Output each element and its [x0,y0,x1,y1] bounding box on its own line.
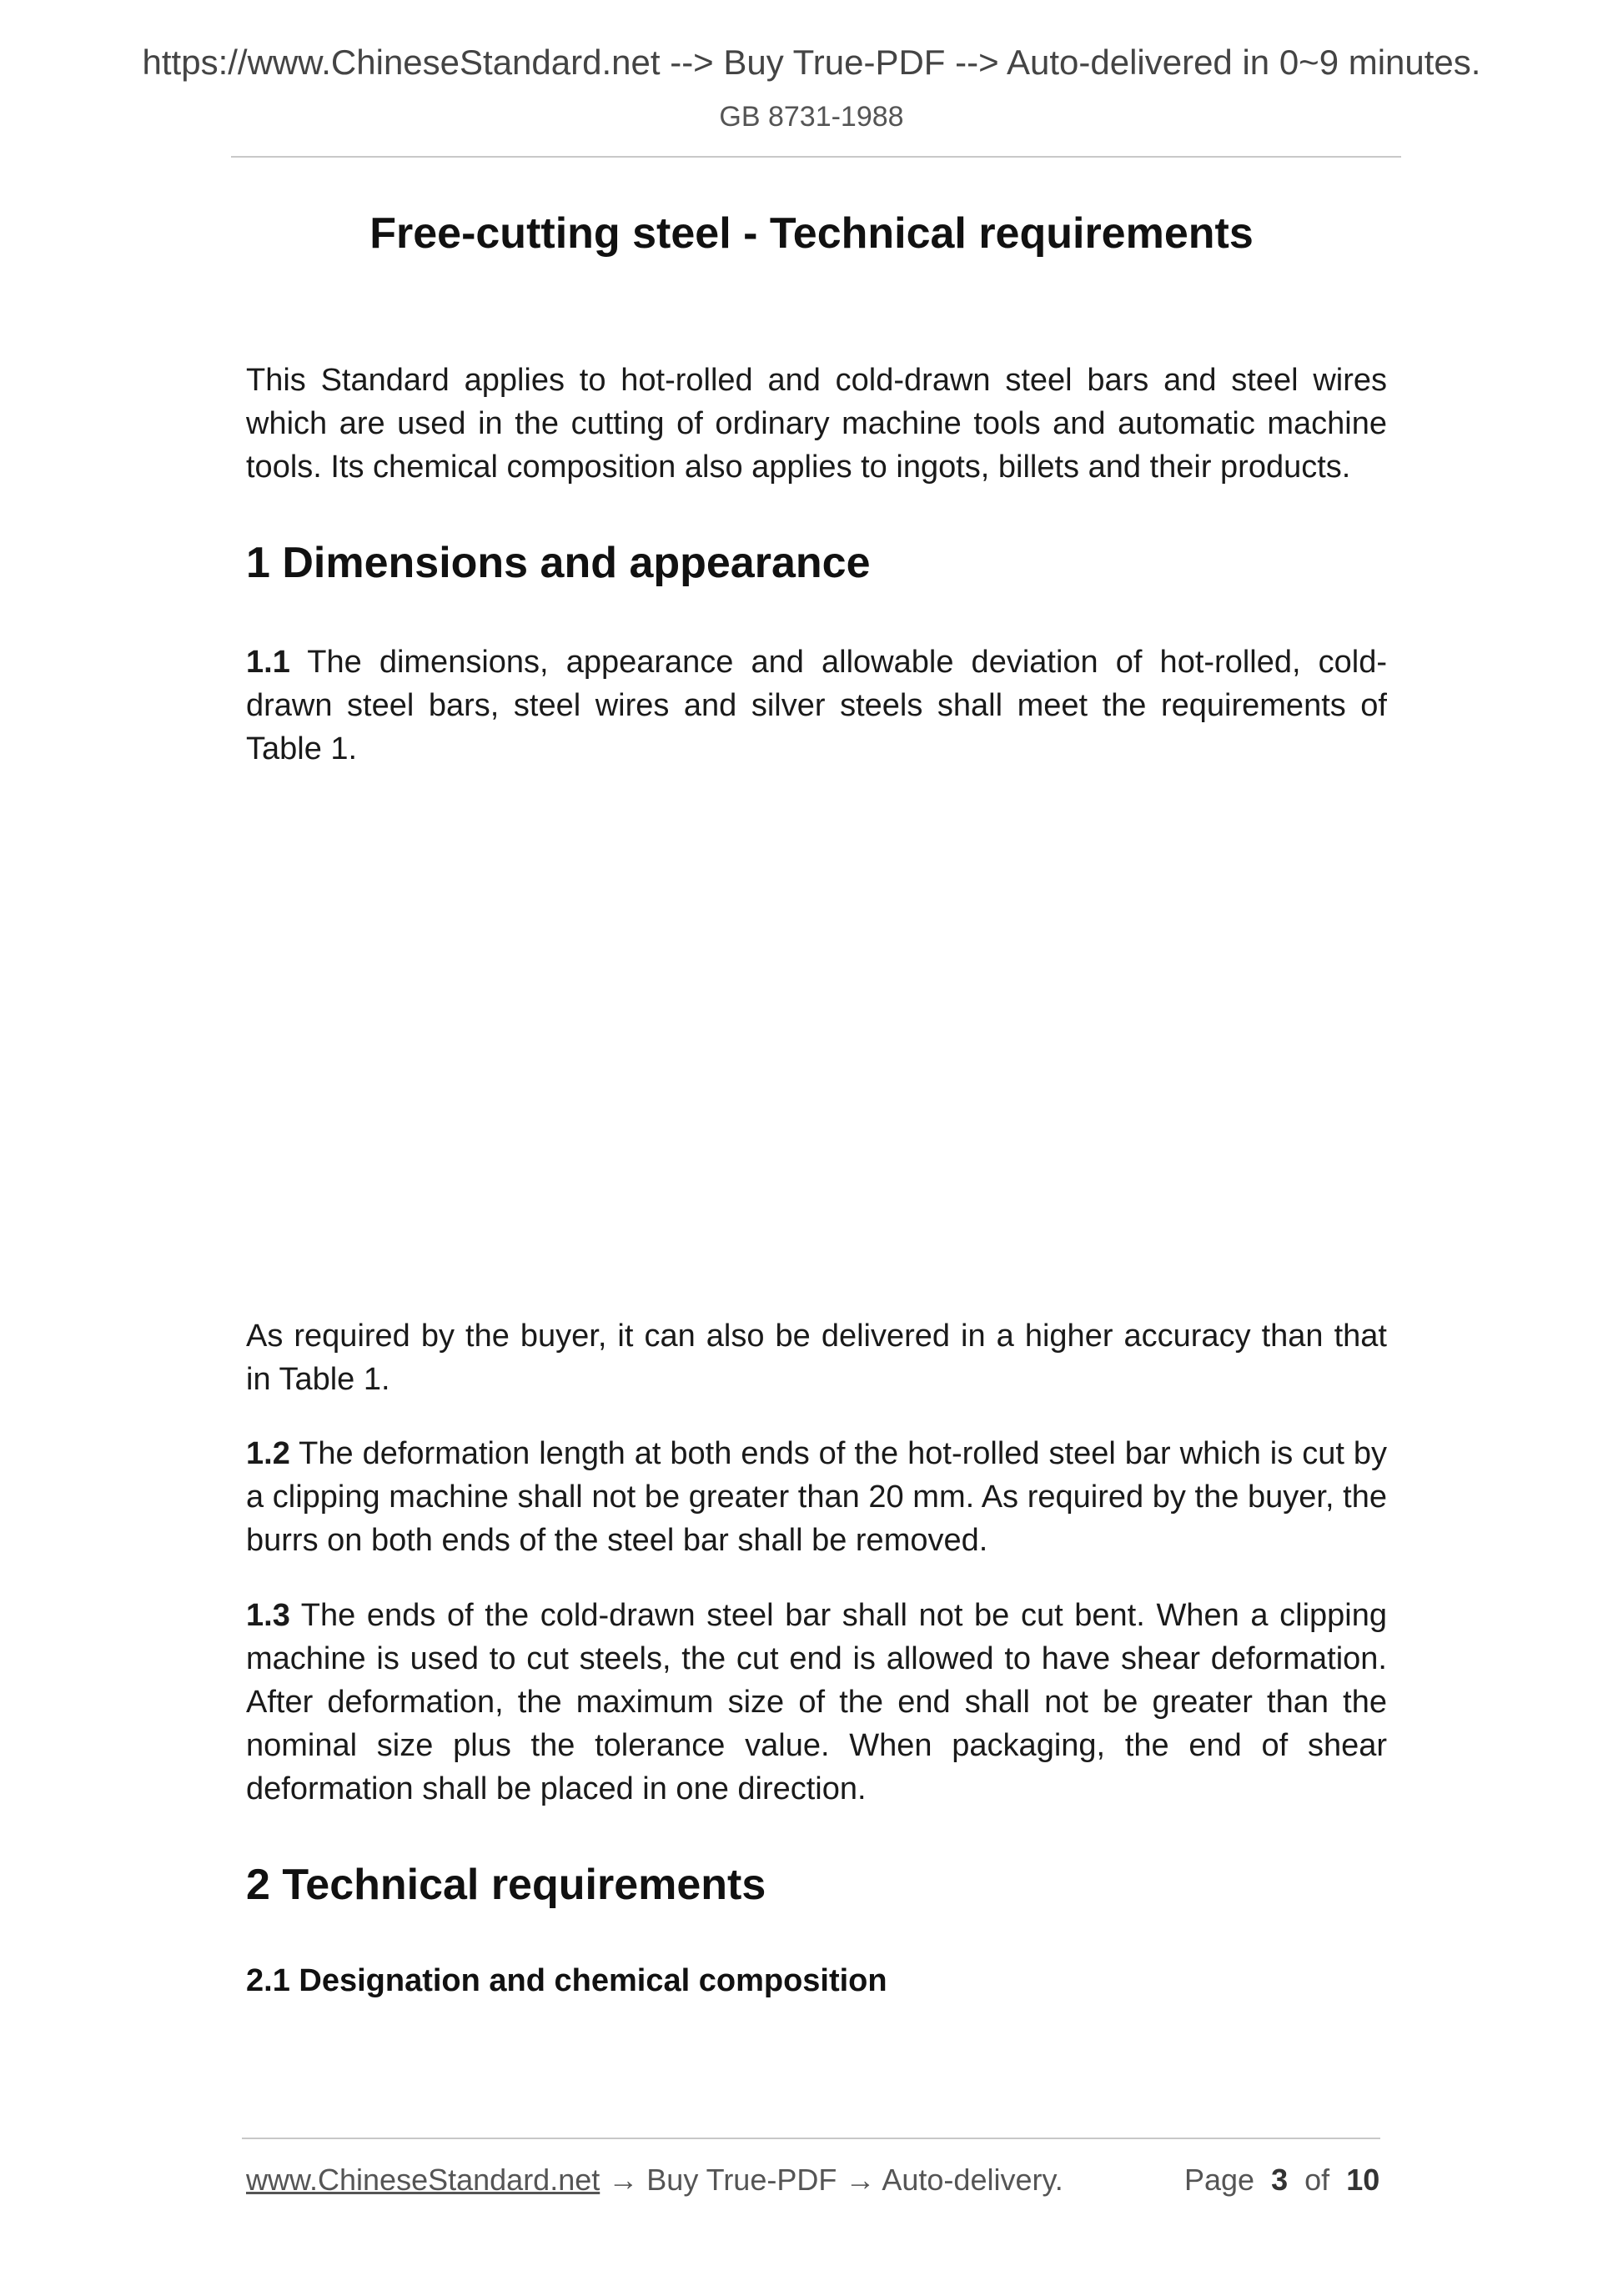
page-label: Page [1184,2163,1255,2197]
page-of-label: of [1304,2163,1330,2197]
footer-links [246,2162,1063,2198]
footer-divider [242,2138,1380,2139]
standard-code: GB 8731-1988 [719,101,904,133]
arrow-right-icon: → [845,2163,876,2197]
clause-1-2-number: 1.2 [246,1436,290,1471]
site-link[interactable]: www.ChineseStandard.net [246,2163,600,2197]
page-total: 10 [1346,2163,1380,2197]
page-indicator [1184,2162,1379,2198]
arrow-right-icon: → [608,2163,639,2197]
section-2-heading: 2 Technical requirements [246,1861,766,1909]
table-1-placeholder [246,784,1387,1284]
clause-1-2 [246,1432,1387,1562]
auto-delivery-text: Auto-delivery. [882,2163,1063,2197]
buy-pdf-text: Buy True-PDF [646,2163,837,2197]
clause-1-3-number: 1.3 [246,1598,290,1633]
clause-1-3 [246,1594,1387,1811]
clause-1-1-text: The dimensions, appearance and allowable deviation of hot-rolled, cold-drawn steel bars, steel wires and silver steels shall meet the requirements of Table 1. [246,645,1387,766]
clause-1-1 [246,641,1387,771]
document-title: Free-cutting steel - Technical requirements [369,209,1254,258]
clause-1-2-text: The deformation length at both ends of the hot-rolled steel bar which is cut by a clipping machine shall not be greater than 20 mm. As required by the buyer, the burrs on both ends of the steel bar shall be removed. [246,1436,1388,1558]
section-1-heading: 1 Dimensions and appearance [246,539,871,587]
page-current: 3 [1271,2163,1289,2197]
clause-1-1-number: 1.1 [246,645,290,680]
source-banner: https://www.ChineseStandard.net --> Buy True-PDF --> Auto-delivered in 0~9 minutes. [142,43,1481,82]
subsection-2-1-heading: 2.1 Designation and chemical composition [246,1963,887,1998]
clause-1-3-text: The ends of the cold-drawn steel bar shall not be cut bent. When a clipping machine is used to cut steels, the cut end is allowed to have shear deformation. After deformation, the maximum size of the end shall not be greater than the nominal size plus the tolerance value. When packaging, the end of shear deformation shall be placed in one direction. [246,1598,1387,1806]
header-divider [231,156,1401,158]
intro-paragraph: This Standard applies to hot-rolled and cold-drawn steel bars and steel wires which are used in the cutting of ordinary machine tools and automatic machine tools. Its chemical composition also applies to ingots, billets and their products. [246,363,1387,485]
after-table-paragraph: As required by the buyer, it can also be delivered in a higher accuracy than that in Table 1. [246,1319,1387,1397]
